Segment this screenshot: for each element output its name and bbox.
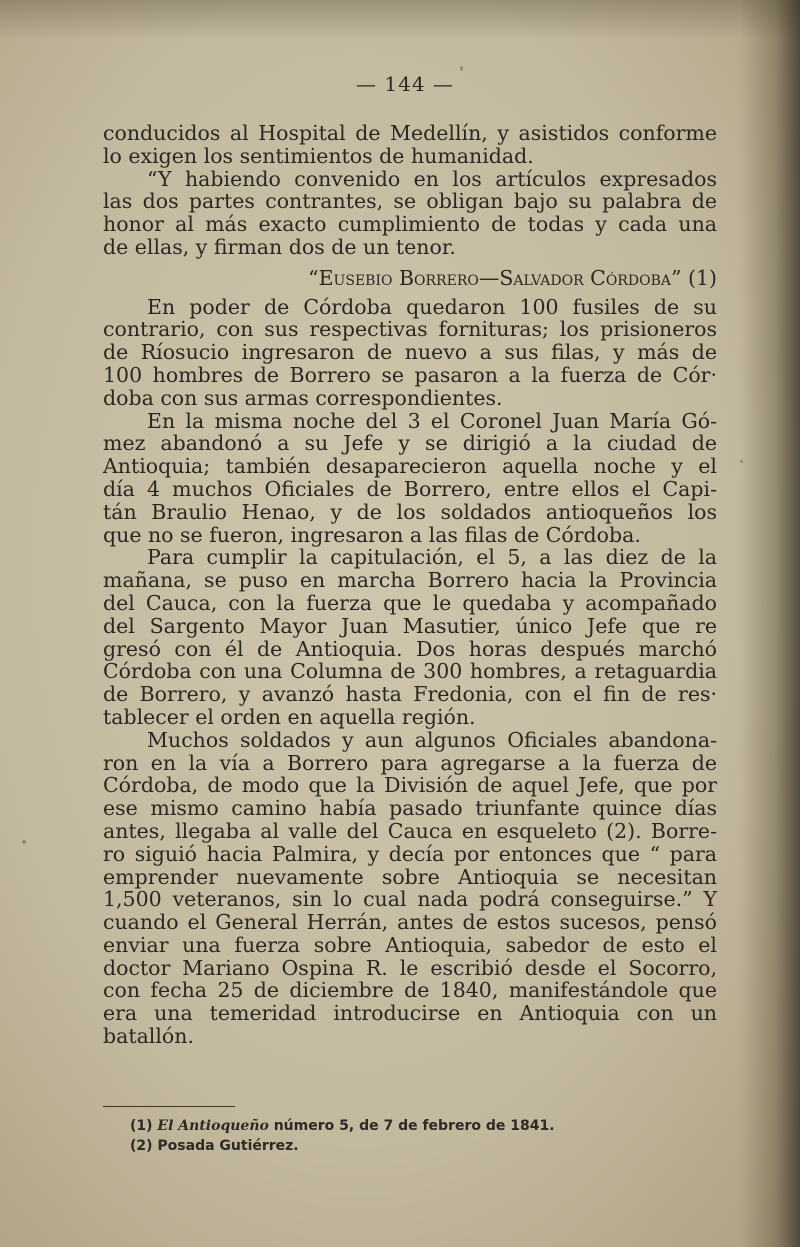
text-line: tán Braulio Henao, y de los soldados antioqueños los [103,499,717,524]
page-shadow-right [740,0,800,1247]
text-line: conducidos al Hospital de Medellín, y asistidos conforme [103,121,717,145]
text-line: ron en la vía a Borrero para agregarse a la fuerza de [103,750,717,775]
text-line: Muchos soldados y aun algunos Oficiales abandona- [147,727,717,752]
text-line: Córdoba con una Columna de 300 hombres, a retaguardia [103,659,717,684]
text-line: del Cauca, con la fuerza que le quedaba y acompañado [103,590,717,615]
ink-speck [740,460,743,463]
text-line: En la misma noche del 3 el Coronel Juan María Gó- [147,408,717,433]
text-line: de Ríosucio ingresaron de nuevo a sus filas, y más de [103,340,717,365]
text-line: Antioquia; también desaparecieron aquella noche y el [103,454,717,479]
footnote-divider [103,1106,235,1107]
footnote-marker: (1) [130,1118,153,1134]
text-line: de Borrero, y avanzó hasta Fredonia, con el fin de res· [103,682,717,707]
text-line: Córdoba, de modo que la División de aquel Jefe, que por [103,773,717,798]
ink-speck [22,840,26,844]
text-line: enviar una fuerza sobre Antioquia, sabedor de esto el [103,932,717,957]
text-line: del Sargento Mayor Juan Masutier, único Jefe que re [103,613,717,638]
text-line: ese mismo camino había pasado triunfante quince días [103,796,717,821]
page-shadow-top [0,0,800,40]
text-line: gresó con él de Antioquia. Dos horas después marchó [103,636,717,661]
text-line: antes, llegaba al valle del Cauca en esqueleto (2). Borre- [103,818,717,843]
text-line: era una temeridad introducirse en Antioquia con un [103,1001,717,1026]
footnote-source-title: El Antioqueño [157,1118,269,1134]
text-line: emprender nuevamente sobre Antioquia se necesitan [103,864,717,889]
text-line: honor al más exacto cumplimiento de todas y cada una [103,212,717,237]
text-line: que no se fueron, ingresaron a las filas de Córdoba. [103,522,641,547]
text-line: con fecha 25 de diciembre de 1840, manifestándole que [103,978,717,1003]
text-line: “Y habiendo convenido en los artículos expresados [147,166,717,191]
text-line: doctor Mariano Ospina R. le escribió desde el Socorro, [103,955,717,980]
text-line: Para cumplir la capitulación, el 5, a las diez de la [147,545,717,570]
text-line: ro siguió hacia Palmira, y decía por entonces que “ para [103,841,717,866]
text-line: las dos partes contrantes, se obligan bajo su palabra de [103,189,717,214]
text-line: batallón. [103,1024,194,1049]
footnote-1 [130,1116,690,1136]
text-line: 1,500 veteranos, sin lo cual nada podrá conseguirse.” Y [103,887,717,912]
text-line: tablecer el orden en aquella región. [103,704,476,729]
text-line: de ellas, y firman dos de un tenor. [103,234,456,259]
signature-line: “Eusebio Borrero—Salvador Córdoba” (1) [308,265,717,290]
text-line: 100 hombres de Borrero se pasaron a la fuerza de Cór· [103,362,717,387]
footnote-2: (2) Posada Gutiérrez. [130,1138,299,1154]
ink-speck [460,66,463,71]
text-line: doba con sus armas correspondientes. [103,385,503,410]
body-text [103,122,717,1048]
footnotes [130,1116,690,1156]
text-line: mañana, se puso en marcha Borrero hacia la Provincia [103,568,717,593]
text-line: lo exigen los sentimientos de humanidad. [103,143,534,168]
text-line: cuando el General Herrán, antes de estos sucesos, pensó [103,910,717,935]
page-number: — 144 — [356,72,454,96]
footnote-text: número 5, de 7 de febrero de 1841. [273,1118,555,1134]
text-line: mez abandonó a su Jefe y se dirigió a la ciudad de [103,431,717,456]
text-line: contrario, con sus respectivas fornituras; los prisioneros [103,317,717,342]
text-line: día 4 muchos Oficiales de Borrero, entre ellos el Capi- [103,476,717,501]
text-line: En poder de Córdoba quedaron 100 fusiles de su [147,294,717,319]
